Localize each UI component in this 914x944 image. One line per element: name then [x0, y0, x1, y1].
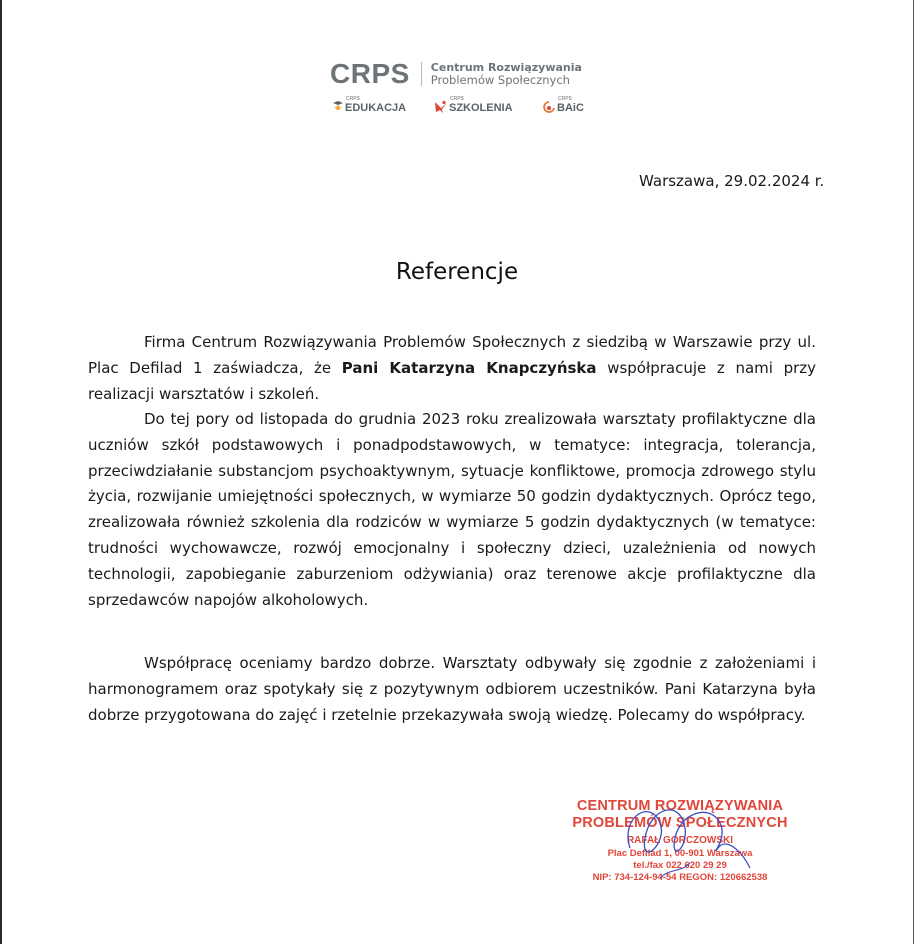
document-title: Referencje: [395, 259, 519, 285]
sublogo-baic: CRPS BAiC: [542, 100, 584, 114]
stamp-ids: NIP: 734-124-94-54 REGON: 120662538: [592, 872, 768, 883]
logo-line1: Centrum Rozwiązywania: [430, 61, 582, 74]
sublogo-szkolenia: CRPS SZKOLENIA: [434, 100, 513, 114]
document-date: Warszawa, 29.02.2024 r.: [639, 172, 825, 190]
logo-fullname: [431, 61, 582, 87]
company-stamp: [560, 798, 800, 884]
sublogo-edukacja: CRPS EDUKACJA: [332, 100, 406, 114]
stamp-name: RAFAŁ GORCZOWSKI: [626, 835, 734, 846]
page-border-left: [0, 0, 2, 944]
crps-logo: [330, 58, 600, 114]
person-name: Pani Katarzyna Knapczyńska: [341, 358, 597, 377]
graduate-icon: [332, 100, 344, 114]
paragraph-activities: Do tej pory od listopada do grudnia 2023 roku zrealizowała warsztaty profilaktyczne dla uczniów szkół podstawowych i ponadpodstawowych, w tematyce: integracja, tolerancja, przeciwdziałanie substancjom psychoaktywnym, sytuacje konfliktowe, promocja zdrowego stylu życia, rozwijanie umiejętności społecznych, w wymiarze 50 godzin dydaktycznych. Oprócz tego, zrealizowała również szkolenia dla rodziców w wymiarze 5 godzin dydaktycznych (w tematyce: trudności wychowawcze, rozwój emocjonalny i społeczny dzieci, uzależnienia od nowych technologii, zapobieganie zaburzeniom odżywiania) oraz terenowe akcje profilaktyczne dla sprzedawców napojów alkoholowych.: [88, 410, 816, 609]
stamp-phone: tel./fax 022 620 29 29: [633, 860, 727, 871]
sublogo-label: SZKOLENIA: [449, 102, 513, 114]
paragraph-evaluation: Współpracę oceniamy bardzo dobrze. Warsztaty odbywały się zgodnie z założeniami i harmonogramem oraz spotykały się z pozytywnym odbiorem uczestników. Pani Katarzyna była dobrze przygotowana do zajęć i rzetelnie przekazywała swoją wiedzę. Polecamy do współpracy.: [88, 654, 816, 724]
stamp-line1: CENTRUM ROZWIĄZYWANIA: [576, 798, 784, 814]
sublogo-label: BAiC: [557, 102, 584, 114]
stamp-address: Plac Defilad 1, 00-901 Warszawa: [607, 848, 753, 859]
person-star-icon: [434, 100, 448, 114]
circle-swirl-icon: [542, 100, 556, 114]
sub-brand-logos: [330, 96, 600, 120]
logo-abbr: CRPS: [330, 58, 410, 89]
sublogo-label: EDUKACJA: [345, 102, 407, 114]
stamp-line2: PROBLEMÓW SPOŁECZNYCH: [572, 815, 788, 831]
logo-divider: [421, 62, 422, 86]
paragraph-intro: Firma Centrum Rozwiązywania Problemów Społecznych z siedzibą w Warszawie przy ul. Plac Defilad 1 zaświadcza, że Pani Katarzyna Knapczyńska współpracuje z nami przy realizacji warsztatów i szkoleń.: [88, 333, 817, 403]
logo-line2: Problemów Społecznych: [430, 73, 570, 87]
